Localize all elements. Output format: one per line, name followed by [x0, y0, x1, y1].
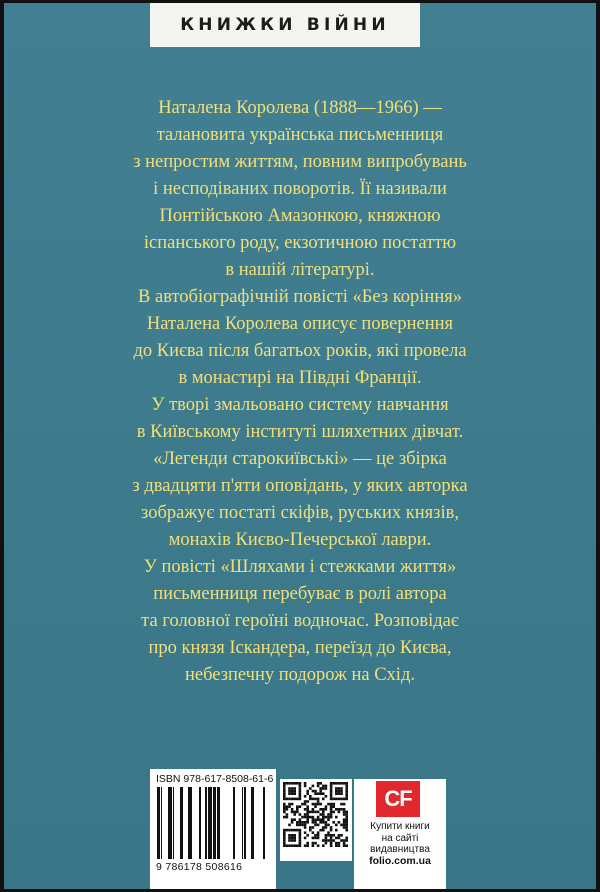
- blurb-line: талановита українська письменниця: [156, 125, 444, 145]
- blurb-line: У творі змальовано систему навчання: [151, 395, 449, 415]
- blurb-line: Понтійською Амазонкою, княжною: [159, 206, 441, 226]
- blurb-line: письменниця перебуває в ролі автора: [153, 584, 447, 604]
- blurb-line: з непростим життям, повним випробувань: [133, 152, 467, 172]
- blurb-line: У повісті «Шляхами і стежками життя»: [143, 557, 457, 577]
- publisher-caption-line: видавництва: [370, 844, 430, 855]
- blurb-line: та головної героїні водночас. Розповідає: [141, 611, 459, 631]
- qr-panel: [280, 779, 352, 861]
- blurb-line: іспанського роду, екзотичною постаттю: [143, 233, 457, 253]
- blurb-line: про князя Іскандера, переїзд до Києва,: [148, 638, 452, 658]
- blurb-line: в Київському інституті шляхетних дівчат.: [136, 422, 464, 442]
- publisher-caption-line: на сайті: [381, 832, 419, 844]
- blurb-line: в монастирі на Півдні Франції.: [178, 368, 422, 388]
- publisher-panel: [354, 779, 446, 889]
- blurb-line: В автобіографічній повісті «Без коріння»: [138, 287, 462, 307]
- series-label: КНИЖКИ ВІЙНИ: [180, 15, 390, 35]
- isbn-number: ISBN 978-617-8508-61-6: [156, 773, 274, 785]
- book-back-cover: [4, 3, 596, 889]
- blurb-line: Наталена Королева описує повернення: [146, 314, 454, 334]
- blurb-line: Наталена Королева (1888—1966) —: [158, 98, 442, 118]
- ean-number: 9 786178 508616: [156, 861, 243, 873]
- blurb-line: в нашій літературі.: [225, 260, 375, 280]
- publisher-caption: [358, 821, 442, 867]
- qr-code-icon: [283, 782, 349, 858]
- blurb-line: і несподіваних поворотів. Її називали: [153, 179, 447, 199]
- blurb-line: до Києва після багатьох років, які провела: [133, 341, 467, 361]
- blurb-line: з двадцяти п'яти оповідань, у яких авторка: [132, 476, 468, 496]
- blurb-line: монахів Києво-Печерської лаври.: [168, 530, 432, 550]
- publisher-logo-icon: [376, 781, 420, 817]
- blurb-text: [64, 95, 536, 689]
- publisher-logo-text: CF: [384, 786, 412, 811]
- barcode-panel: [150, 769, 276, 889]
- publisher-caption-line: Купити книги: [370, 821, 430, 832]
- publisher-url-link[interactable]: folio.com.ua: [369, 854, 431, 867]
- blurb-line: небезпечну подорож на Схід.: [185, 665, 415, 685]
- series-band: [150, 3, 420, 47]
- blurb-line: «Легенди старокиївські» — це збірка: [153, 449, 447, 469]
- blurb-line: зображує постаті скіфів, руських князів,: [141, 503, 459, 523]
- barcode-icon: [156, 787, 270, 859]
